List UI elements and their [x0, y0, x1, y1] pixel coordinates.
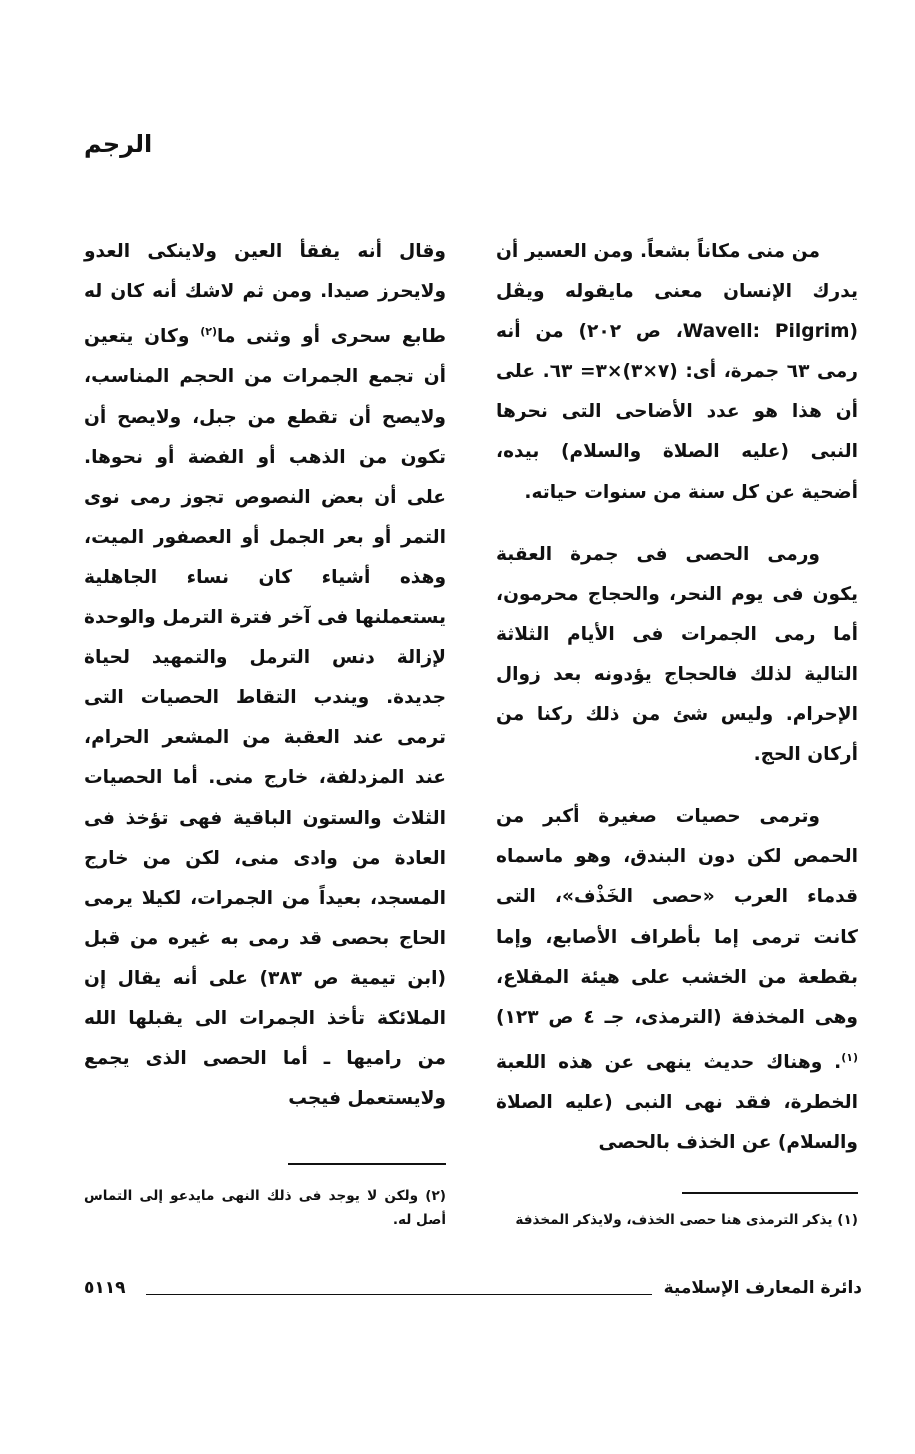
paragraph-text: وكان يتعين أن تجمع الجمرات من الحجم المناسب، ولايصح أن تقطع من جبل، ولايصح أن تكون من الذهب أو الفضة أو نحوها. على أن بعض النصوص تجوز رمى نوى التمر أو بعر الجمل أو العصفور الميت، وهذه أشياء كان نساء الجاهلية يستعملنها فى آخر فترة الترمل والوحدة لإزالة دنس الترمل والتمهيد لحياة جديدة. ويندب التقاط الحصيات التى ترمى عند العقبة من المشعر الحرام، عند المزدلفة، خارج منى. أما الحصيات الثلاث والستون الباقية فهى تؤخذ فى العادة من وادى منى، لكن من خارج المسجد، بعيداً من الجمرات، لكيلا يرمى الحاج بحصى قد رمى به غيره من قبل (ابن تيمية ص ٣٨٣) على أنه يقال إن الملائكة تأخذ الجمرات الى يقبلها الله من راميها ـ أما الحصى الذى يجمع ولايستعمل فيجب [84, 326, 446, 1110]
page-number: ٥١١٩ [84, 1278, 126, 1298]
paragraph: من منى مكاناً بشعاً. ومن العسير أن يدرك الإنسان معنى مايقوله ويڤل (Wavell: Pilgrim، ص ٢٠٢) من أنه رمى ٦٣ جمرة، أى: (٧×٣)×٣= ٦٣. على أن هذا هو عدد الأضاحى التى نحرها النبى (عليه الصلاة والسلام) بيده، أضحية عن كل سنة من سنوات حياته. [496, 241, 859, 503]
footer-rule [146, 1294, 652, 1295]
page-title: الرجم [84, 130, 153, 158]
paragraph: ورمى الحصى فى جمرة العقبة يكون فى يوم النحر، والحجاج محرمون، أما رمى الجمرات فى الأيام الثلاثة التالية لذلك فالحجاج يؤدونه بعد زوال الإحرام. وليس شئ من ذلك ركنا من أركان الحج. [496, 543, 858, 766]
paragraph [84, 232, 446, 1119]
footnote-mark: (١) [841, 1050, 858, 1064]
paragraph [496, 797, 858, 1163]
footnote: (٢) ولكن لا يوجد فى ذلك النهى مايدعو إلى التماس أصل له. [84, 1188, 446, 1228]
footnote-mark: (٢) [200, 325, 217, 339]
paragraph-text: . وهناك حديث ينهى عن هذه اللعبة الخطرة، فقد نهى النبى (عليه الصلاة والسلام) عن الخذف بالحصى [496, 1051, 858, 1154]
left-column [84, 232, 446, 1119]
footnote: (١) يذكر الترمذى هنا حصى الخذف، ولايذكر المخذفة [515, 1212, 858, 1228]
journal-name: دائرة المعارف الإسلامية [663, 1278, 862, 1298]
paragraph-text: وقال أنه يفقأ العين ولاينكى العدو ولايحرز صيدا. ومن ثم لاشك أنه كان له طابع سحرى أو وثنى ما [84, 241, 446, 348]
page-footer [84, 1278, 862, 1308]
footnote-divider [288, 1163, 446, 1165]
footnote-divider [682, 1192, 858, 1194]
paragraph-text: وترمى حصيات صغيرة أكبر من الحمص لكن دون البندق، وهو ماسماه قدماء العرب «حصى الخَذْف»، التى كانت ترمى إما بأطراف الأصابع، وإما بقطعة من الخشب على هيئة المقلاع، وهى المخذفة (الترمذى، جـ ٤ ص ١٢٣) [496, 806, 858, 1028]
right-column [496, 232, 858, 1163]
